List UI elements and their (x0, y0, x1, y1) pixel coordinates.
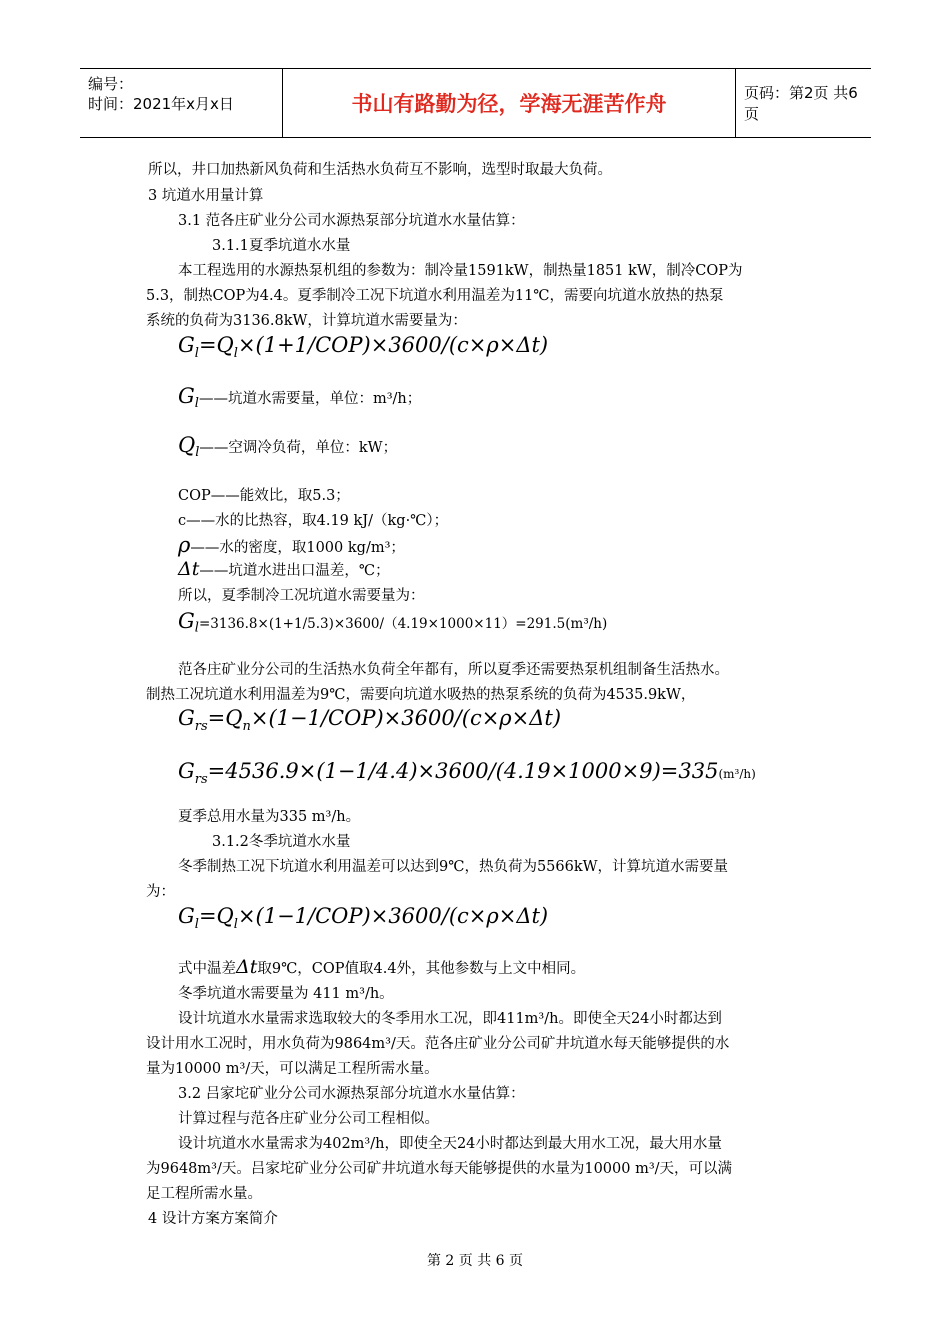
result-hot-water (178, 757, 756, 794)
symbol-g: G (178, 384, 195, 408)
text: 取9℃，COP值取4.4外，其他参数与上文中相同。 (257, 961, 586, 977)
result-unit: (m³/h) (718, 767, 756, 781)
result-text: =3136.8×(1+1/5.3)×3600/（4.19×1000×11）=291.5(m³/h) (198, 616, 608, 632)
paragraph-line: 范各庄矿业分公司的生活热水负荷全年都有，所以夏季还需要热泵机组制备生活热水。 (178, 662, 729, 678)
paragraph-line: 计算过程与范各庄矿业分公司工程相似。 (178, 1111, 439, 1127)
symbol-q: Q (178, 433, 196, 457)
header-page-info: 页码：第2页 共6页 (744, 84, 858, 123)
page-header (80, 68, 871, 138)
paragraph-line (178, 955, 585, 981)
doc-number-label: 编号： (88, 75, 134, 93)
page-footer: 第 2 页 共 6 页 (426, 1253, 524, 1269)
paragraph-line: 所以，夏季制冷工况坑道水需要量为： (178, 588, 425, 604)
paragraph-line: 所以，井口加热新风负荷和生活热水负荷互不影响，选型时取最大负荷。 (148, 162, 612, 178)
symbol-g: G (178, 609, 195, 633)
symbol-rho: ρ (178, 533, 191, 557)
text: 式中温差 (178, 961, 236, 977)
doc-date-label: 时间：2021年x月x日 (88, 95, 234, 113)
definition-text: ——坑道水进出口温差，℃； (199, 563, 390, 579)
formula-hot-water: $G_{rs}=Q_n\times(1-1/COP)\times 3600/(c\times\rho\times\Delta t)$ (178, 706, 562, 735)
paragraph-line: 设计坑道水水量需求选取较大的冬季用水工况，即411m³/h。即使全天24小时都达到 (178, 1011, 722, 1027)
paragraph-line: 为： (146, 884, 175, 900)
symbol-delta-t: Δt (178, 558, 200, 580)
paragraph-line: 设计用水工况时，用水负荷为9864m³/天。范各庄矿业分公司矿井坑道水每天能够提供的水 (146, 1036, 730, 1052)
subsection-heading-3-2: 3.2 吕家坨矿业分公司水源热泵部分坑道水水量估算： (178, 1086, 525, 1102)
formula-hot-water-result: $G_{rs}=4536.9\times(1-1/4.4)\times 3600/(4.19\times 1000\times 9)=335$ (178, 759, 719, 788)
definition-c: c——水的比热容，取4.19 kJ/（kg·℃）； (178, 513, 449, 529)
result-summer (178, 608, 607, 642)
paragraph-line: 5.3，制热COP为4.4。夏季制冷工况下坑道水利用温差为11℃，需要向坑道水放热的热泵 (146, 288, 724, 304)
formula-summer: $G_l=Q_l\times(1+1/COP)\times 3600/(c\times\rho\times\Delta t)$ (178, 333, 549, 362)
section-heading-4: 4 设计方案方案简介 (148, 1211, 278, 1227)
symbol-subscript: l (195, 444, 200, 460)
definition-ql (178, 432, 397, 466)
paragraph-line: 系统的负荷为3136.8kW，计算坑道水需要量为： (146, 313, 467, 329)
paragraph-line: 冬季坑道水需要量为 411 m³/h。 (178, 986, 394, 1002)
paragraph-line: 夏季总用水量为335 m³/h。 (178, 809, 361, 825)
header-meta (80, 69, 282, 137)
symbol-subscript: l (194, 620, 199, 636)
paragraph-line: 量为10000 m³/天，可以满足工程所需水量。 (146, 1061, 439, 1077)
subsection-heading-3-1-1: 3.1.1夏季坑道水水量 (212, 238, 351, 254)
paragraph-line: 为9648m³/天。吕家坨矿业分公司矿井坑道水每天能够提供的水量为10000 m³/天，可以满 (146, 1161, 733, 1177)
header-motto: 书山有路勤为径，学海无涯苦作舟 (282, 69, 736, 137)
paragraph-line: 冬季制热工况下坑道水利用温差可以达到9℃，热负荷为5566kW，计算坑道水需要量 (178, 859, 729, 875)
definition-text: ——坑道水需要量，单位：m³/h； (198, 391, 422, 407)
paragraph-line: 足工程所需水量。 (146, 1186, 262, 1202)
subsection-heading-3-1-2: 3.1.2冬季坑道水水量 (212, 834, 351, 850)
symbol-delta-t: Δt (236, 956, 258, 978)
definition-text: ——水的密度，取1000 kg/m³； (190, 540, 405, 556)
definition-rho (178, 534, 405, 559)
subsection-heading-3-1: 3.1 范各庄矿业分公司水源热泵部分坑道水水量估算： (178, 213, 525, 229)
section-heading-3: 3 坑道水用量计算 (148, 188, 264, 204)
paragraph-line: 本工程选用的水源热泵机组的参数为：制冷量1591kW，制热量1851 kW，制冷COP为 (178, 263, 743, 279)
formula-winter: $G_l=Q_l\times(1-1/COP)\times 3600/(c\times\rho\times\Delta t)$ (178, 904, 549, 933)
paragraph-line: 设计坑道水水量需求为402m³/h，即使全天24小时都达到最大用水工况，最大用水量 (178, 1136, 722, 1152)
definition-cop: COP——能效比，取5.3； (178, 488, 350, 504)
definition-text: ——空调冷负荷，单位：kW； (199, 440, 398, 456)
paragraph-line: 制热工况坑道水利用温差为9℃，需要向坑道水吸热的热泵系统的负荷为4535.9kW， (146, 687, 696, 703)
symbol-subscript: l (194, 395, 199, 411)
definition-gl (178, 383, 421, 417)
definition-delta-t (178, 558, 390, 582)
